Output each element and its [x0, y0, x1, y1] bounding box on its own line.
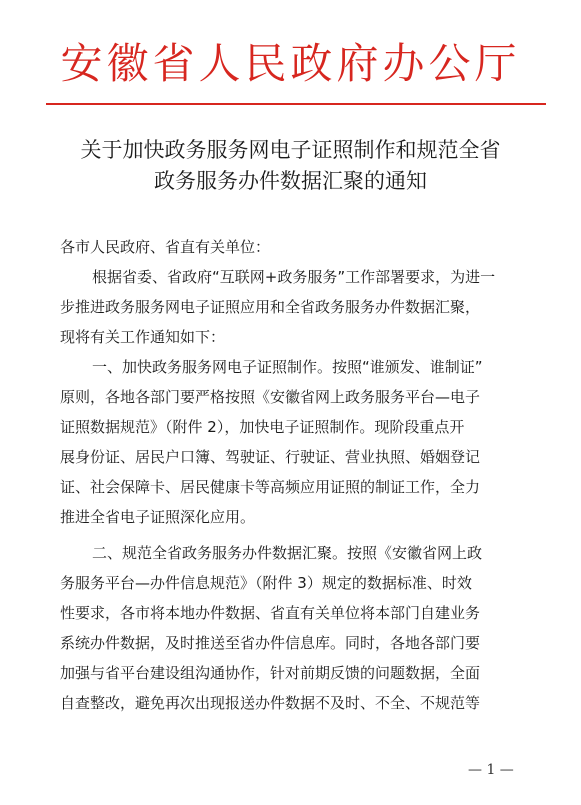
section-1-line: 一、加快政务服务网电子证照制作。按照“谁颁发、谁制证”	[92, 358, 483, 376]
title-line-2: 政务服务办件数据汇聚的通知	[154, 169, 427, 193]
title-line-1: 关于加快政务服务网电子证照制作和规范全省	[80, 138, 501, 162]
section-1-line: 推进全省电子证照深化应用。	[60, 508, 256, 526]
document-title	[0, 135, 581, 197]
section-2-line: 性要求，各市将本地办件数据、省直有关单位将本部门自建业务	[60, 604, 481, 622]
body-line: 步推进政务服务网电子证照应用和全省政务服务办件数据汇聚，	[60, 298, 481, 316]
agency-header: 安徽省人民政府办公厅	[60, 39, 521, 88]
section-2-line: 加强与省平台建设组沟通协作，针对前期反馈的问题数据，全面	[60, 664, 481, 682]
body-line: 根据省委、省政府“互联网+政务服务”工作部署要求，为进一	[92, 268, 496, 286]
section-2-line: 自查整改，避免再次出现报送办件数据不及时、不全、不规范等	[60, 694, 481, 712]
body-line: 现将有关工作通知如下：	[60, 328, 226, 346]
section-2-line: 系统办件数据，及时推送至省办件信息库。同时，各地各部门要	[60, 634, 481, 652]
section-1-line: 证照数据规范》（附件 2），加快电子证照制作。现阶段重点开	[60, 418, 465, 436]
page-number: — 1 —	[468, 762, 514, 778]
salutation: 各市人民政府、省直有关单位：	[60, 238, 271, 256]
section-2-line: 务服务平台—办件信息规范》（附件 3）规定的数据标准、时效	[60, 574, 472, 592]
section-2-line: 二、规范全省政务服务办件数据汇聚。按照《安徽省网上政	[92, 544, 483, 562]
header-divider	[46, 103, 546, 105]
section-1-line: 证、社会保障卡、居民健康卡等高频应用证照的制证工作，全力	[60, 478, 481, 496]
section-1-line: 展身份证、居民户口簿、驾驶证、行驶证、营业执照、婚姻登记	[60, 448, 481, 466]
document-body	[60, 232, 548, 718]
section-1-line: 原则，各地各部门要严格按照《安徽省网上政务服务平台—电子	[60, 388, 481, 406]
